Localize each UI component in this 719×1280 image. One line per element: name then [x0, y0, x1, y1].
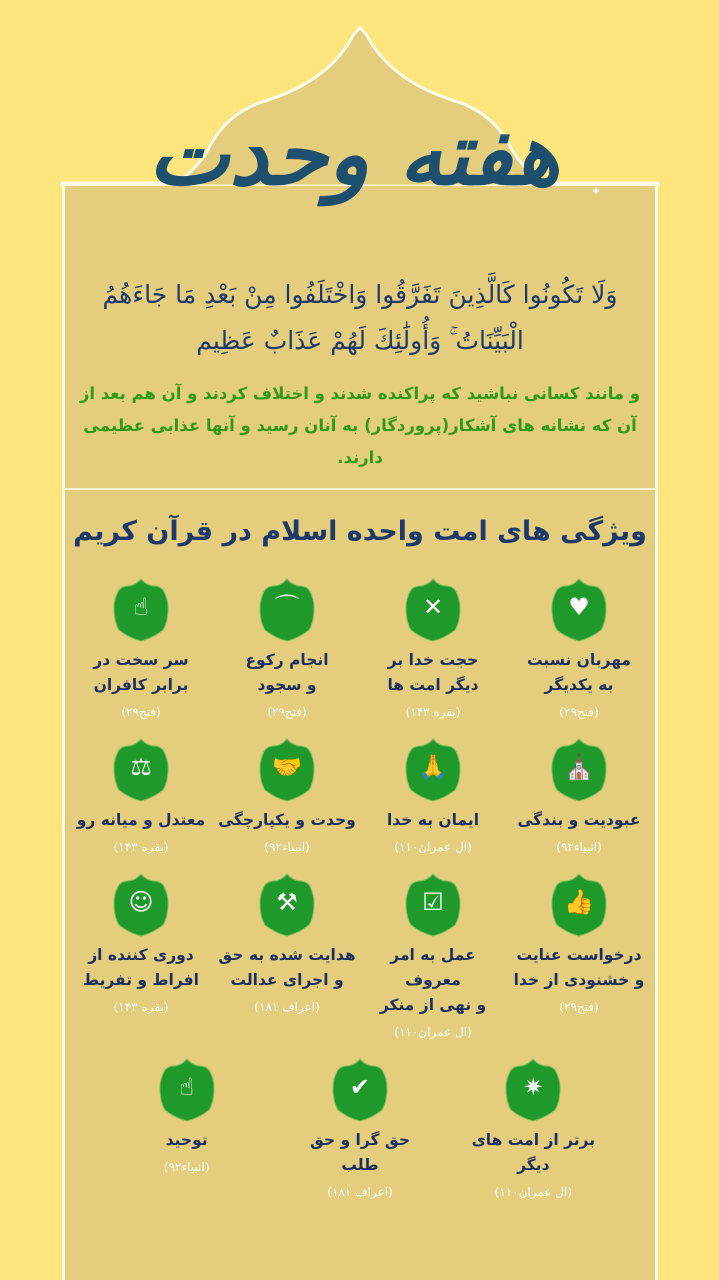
feature-title: حجت خدا بر — [387, 651, 479, 669]
feature-item — [362, 738, 504, 857]
feature-title: هدایت شده به حق — [218, 946, 356, 964]
translation-line-1: و مانند کسانی نباشید که پراکنده شدند و اختلاف کردند و آن هم بعد از — [79, 384, 641, 403]
hand-star-icon: ✷ — [505, 1058, 561, 1122]
quran-reference: (بقره ۱۴۳) — [405, 705, 461, 719]
quran-reference: (انبیاء۹۲) — [163, 1160, 210, 1174]
praying-hands-icon: 🙏 — [405, 738, 461, 802]
feature-title-line-2: دیگر امت ها — [387, 676, 479, 694]
feature-item — [70, 873, 212, 1017]
verse-line-1: وَلَا تَكُونُوا كَالَّذِينَ تَفَرَّقُوا وَاخْتَلَفُوا مِنْ بَعْدِ مَا جَاءَهُمُ — [102, 280, 618, 309]
feature-title: درخواست عنایت — [516, 946, 642, 964]
feature-item — [70, 578, 212, 722]
feature-item — [508, 873, 650, 1017]
quran-reference: (اعراف ۱۸۱) — [254, 1000, 320, 1014]
feature-title: انجام رکوع — [245, 651, 329, 669]
handshake-icon: 🤝 — [259, 738, 315, 802]
feature-title-line-2: و سجود — [257, 676, 317, 694]
feature-item — [362, 873, 504, 1042]
quran-reference: (فتح۲۹) — [121, 705, 161, 719]
raised-finger-icon: ☝ — [159, 1058, 215, 1122]
features-grid — [70, 578, 650, 1202]
quran-reference: (بقره ۱۴۳) — [113, 1000, 169, 1014]
quran-reference: (انبیاء۹۲) — [556, 840, 602, 854]
quran-reference: (انبیاء۹۲) — [264, 840, 310, 854]
feature-title: ایمان به خدا — [386, 811, 480, 829]
feature-item — [362, 578, 504, 722]
translation-line-2: آن که نشانه های آشکار(پروردگار) به آنان رسید و آنها عذابی عظیمی دارند. — [83, 416, 637, 467]
title-calligraphy: هفته وحدت — [148, 104, 560, 205]
feature-item — [116, 1058, 258, 1177]
features-row — [70, 1058, 650, 1202]
quran-reference: (فتح۲۹) — [267, 705, 307, 719]
feature-item — [462, 1058, 604, 1202]
section-heading: ویژگی های امت واحده اسلام در قرآن کریم — [73, 516, 647, 547]
quran-reference: (ال عمران۱۱۰) — [394, 840, 472, 854]
feature-item — [216, 738, 358, 857]
features-row — [70, 578, 650, 722]
person-head-icon: ☺ — [113, 873, 169, 937]
quran-reference: (فتح۲۹) — [559, 1000, 599, 1014]
quran-book-icon: ✕ — [405, 578, 461, 642]
main-content — [62, 272, 658, 1202]
feature-item — [289, 1058, 431, 1202]
feature-title: حق گرا و حق طلب — [309, 1131, 411, 1174]
feature-title: برتر از امت های دیگر — [471, 1131, 596, 1174]
balance-scale-icon: ⚖ — [113, 738, 169, 802]
verse — [70, 272, 650, 364]
feature-title-line-2: برابر کافران — [93, 676, 189, 694]
feature-title: عبودیت و بندگی — [517, 811, 641, 829]
feature-title: عمل به امر معروف — [390, 946, 476, 989]
checklist-icon: ☑ — [405, 873, 461, 937]
feature-title-line-2: و خشنودی از خدا — [513, 971, 645, 989]
quran-reference: (ال عمران۱۱۰) — [394, 1025, 472, 1039]
feature-title: وحدت و یکپارچگی — [218, 811, 356, 829]
gavel-icon: ⚒ — [259, 873, 315, 937]
divider — [62, 488, 658, 490]
feature-item — [508, 578, 650, 722]
verse-line-2: الْبَيِّنَاتُ ۚ وَأُولَٰئِكَ لَهُمْ عَذَابٌ عَظِيم — [196, 326, 524, 355]
quran-reference: (فتح۲۹) — [559, 705, 599, 719]
feature-title: توحید — [165, 1131, 208, 1149]
feature-title-line-2: به یکدیگر — [544, 676, 614, 694]
feature-item — [508, 738, 650, 857]
features-row — [70, 738, 650, 857]
heart-hand-icon: ♥ — [551, 578, 607, 642]
publisher-logo: ◈ — [592, 186, 600, 196]
feature-title: سر سخت در — [93, 651, 189, 669]
thumbs-up-stars-icon: 👍 — [551, 873, 607, 937]
check-circle-icon: ✔ — [332, 1058, 388, 1122]
feature-item — [216, 578, 358, 722]
quran-reference: (بقره ۱۴۳) — [113, 840, 169, 854]
feature-title-line-2: و اجرای عدالت — [230, 971, 344, 989]
features-row — [70, 873, 650, 1042]
praying-person-icon: ⛪ — [551, 738, 607, 802]
quran-reference: (ال عمران۱۱۰) — [494, 1185, 573, 1199]
prostration-icon: ⌒ — [259, 578, 315, 642]
feature-title-line-2: و نهی از منکر — [379, 996, 487, 1014]
feature-item — [70, 738, 212, 857]
feature-title: معتدل و میانه رو — [76, 811, 206, 829]
feature-title-line-2: افراط و تفریط — [83, 971, 199, 989]
standing-person-icon: ☝ — [113, 578, 169, 642]
quran-reference: (اعراف ۱۸۱) — [327, 1185, 393, 1199]
feature-title: دوری کننده از — [88, 946, 194, 964]
feature-item — [216, 873, 358, 1017]
feature-title: مهربان نسبت — [526, 651, 632, 669]
